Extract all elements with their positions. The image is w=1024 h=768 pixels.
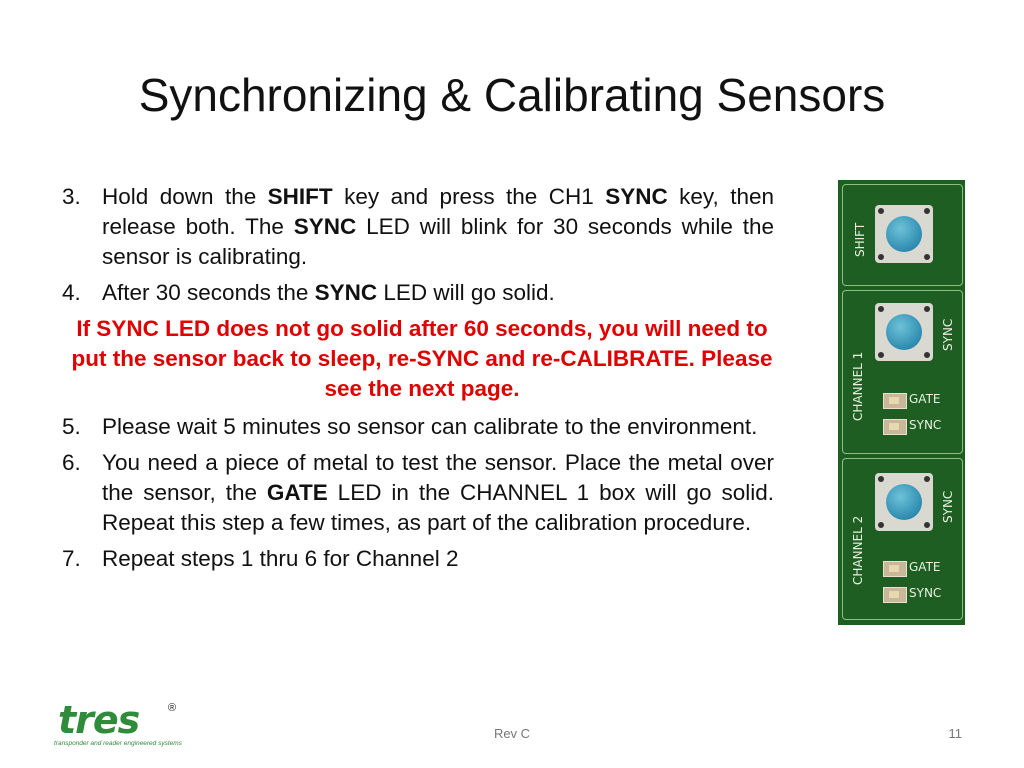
step-6: [62, 448, 774, 538]
channel-1-label: CHANNEL 1: [851, 351, 865, 421]
shift-section: [842, 184, 963, 286]
sync-led-1-label: SYNC: [909, 418, 942, 432]
step-3: [62, 182, 774, 272]
ch2-gate-led: [883, 561, 907, 577]
ch2-sync-button-cap: [886, 484, 922, 520]
step-text: Repeat steps 1 thru 6 for Channel 2: [102, 546, 459, 571]
step-number: 7.: [62, 546, 81, 571]
step-4: [62, 278, 774, 308]
logo-wordmark: tres: [58, 698, 140, 742]
circuit-board-photo: [838, 180, 965, 625]
warning-note: If SYNC LED does not go solid after 60 seconds, you will need to put the sensor back to sleep, re-SYNC and re-CALIBRATE. Please see the next page.: [71, 316, 773, 401]
sync-led-2-label: SYNC: [909, 586, 942, 600]
step-number: 6.: [62, 450, 81, 475]
step-text: Hold down the SHIFT key and press the CH1 SYNC key, then release both. The SYNC LED will blink for 30 seconds while the sensor is calibrating.: [102, 184, 774, 269]
registered-mark: ®: [168, 702, 177, 714]
channel-1-section: [842, 290, 963, 454]
ch2-sync-led: [883, 587, 907, 603]
channel-2-label: CHANNEL 2: [851, 515, 865, 585]
step-number: 5.: [62, 414, 81, 439]
sync-1-label: SYNC: [941, 318, 955, 351]
ch2-sync-button: [875, 473, 933, 531]
ch1-sync-led: [883, 419, 907, 435]
ch1-sync-button-cap: [886, 314, 922, 350]
gate-1-label: GATE: [909, 392, 941, 406]
step-7: [62, 544, 774, 574]
channel-2-section: [842, 458, 963, 620]
step-5: [62, 412, 774, 442]
shift-button-cap: [886, 216, 922, 252]
page-number: 11: [948, 726, 962, 741]
gate-2-label: GATE: [909, 560, 941, 574]
ch1-gate-led: [883, 393, 907, 409]
slide-title: Synchronizing & Calibrating Sensors: [138, 69, 886, 121]
step-text: Please wait 5 minutes so sensor can calibrate to the environment.: [102, 414, 758, 439]
step-number: 4.: [62, 280, 81, 305]
revision-label: Rev C: [493, 726, 531, 741]
ch1-sync-button: [875, 303, 933, 361]
shift-button: [875, 205, 933, 263]
instruction-list: [62, 182, 774, 580]
step-text: After 30 seconds the SYNC LED will go solid.: [102, 280, 555, 305]
shift-label: SHIFT: [853, 222, 867, 257]
logo-tagline: transponder and reader engineered systems: [54, 740, 182, 747]
step-text: You need a piece of metal to test the sensor. Place the metal over the sensor, the GATE LED in the CHANNEL 1 box will go solid. Repeat this step a few times, as part of the calibration procedure.: [102, 450, 774, 535]
step-number: 3.: [62, 184, 81, 209]
sync-2-label: SYNC: [941, 490, 955, 523]
